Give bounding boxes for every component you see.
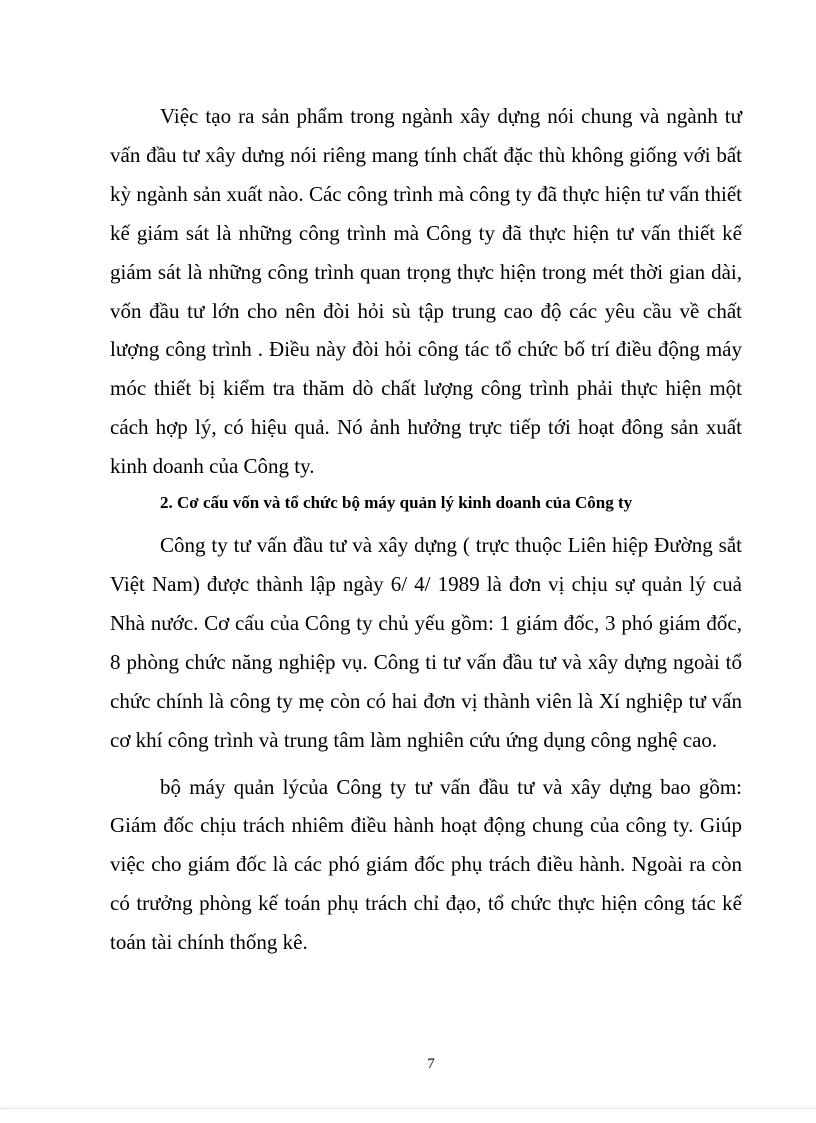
page-number: 7	[427, 1056, 435, 1072]
paragraph-company-structure: Công ty tư vấn đầu tư và xây dựng ( trực thuộc Liên hiệp Đường sắt Việt Nam) được thành lập ngày 6/ 4/ 1989 là đơn vị chịu sự quản lý cuả Nhà nước. Cơ cấu của Công ty chủ yếu gồm: 1 giám đốc, 3 phó giám đốc, 8 phòng chức năng nghiệp vụ. Công ti tư vấn đầu tư và xây dựng ngoài tổ chức chính là công ty mẹ còn có hai đơn vị thành viên là Xí nghiệp tư vấn cơ khí công trình và trung tâm làm nghiên cứu ứng dụng công nghệ cao.	[110, 533, 742, 752]
paragraph-management-apparatus: bộ máy quản lýcủa Công ty tư vấn đầu tư và xây dựng bao gồm: Giám đốc chịu trách nhiêm điều hành hoạt động chung của công ty. Giúp việc cho giám đốc là các phó giám đốc phụ trách điều hành. Ngoài ra còn có trưởng phòng kế toán phụ trách chỉ đạo, tổ chức thực hiện công tác kế toán tài chính thống kê.	[110, 774, 742, 955]
page-bottom-divider	[0, 1108, 816, 1109]
document-body	[110, 97, 742, 962]
section-heading: 2. Cơ cấu vốn và tổ chức bộ máy quản lý kinh doanh của Công ty	[160, 493, 633, 513]
paragraph-production: Việc tạo ra sản phẩm trong ngành xây dựng nói chung và ngành tư vấn đầu tư xây dưng nói riêng mang tính chất đặc thù không giống với bất kỳ ngành sản xuất nào. Các công trình mà công ty đã thực hiện tư vấn thiết kế giám sát là những công trình mà Công ty đã thực hiện tư vấn thiết kế giám sát là những công trình quan trọng thực hiện trong mét thời gian dài, vốn đầu tư lớn cho nên đòi hỏi sù tập trung cao độ các yêu cầu về chất lượng công trình . Điều này đòi hỏi công tác tổ chức bố trí điều động máy móc thiết bị kiểm tra thăm dò chất lượng công trình phải thực hiện một cách hợp lý, có hiệu quả. Nó ảnh hưởng trực tiếp tới hoạt đông sản xuất kinh doanh của Công ty.	[110, 104, 742, 479]
